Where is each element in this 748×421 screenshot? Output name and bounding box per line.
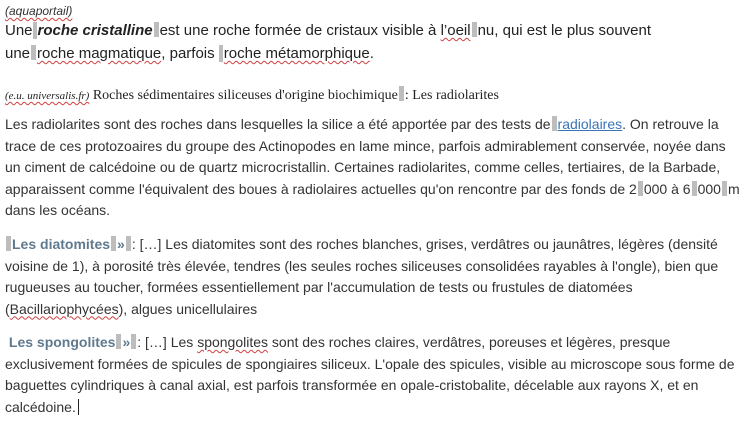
source-site: (e.u. universalis.fr)	[5, 90, 90, 102]
text: sont des roches claires, verdâtres, poreuses et légères, presque exclusivement formées de spicules de spongiaires siliceux. L'opale des spicules, visible au microscope sous forme de baguettes cylindriques à canal axial, est parfois transformée en opale-cristobalite, décelable aux rayons X, et en calcédoine.	[5, 334, 735, 415]
marker	[131, 334, 136, 349]
source-universalis	[5, 86, 743, 105]
text: , parfois	[161, 45, 215, 62]
marker	[111, 236, 116, 251]
marker	[552, 116, 557, 131]
text-cursor	[78, 399, 79, 415]
marker	[6, 236, 11, 251]
marker	[126, 236, 131, 251]
marker	[722, 181, 727, 196]
text: . On retrouve la trace de ces protozoaires du groupe des Actinopodes en lame mince, parfois admirablement conservée, noyée dans un ciment de calcédoine ou de quartz microcristallin. Certaines radiolarites, comme celles, tertiaires, de la Barbade, apparaissent comme l'équivalent des boues à radiolaires actuelles qu'on rencontre par des fonds de 2	[5, 116, 726, 197]
text: m dans les océans.	[5, 180, 740, 218]
term-spongolites: Les spongolites	[8, 334, 116, 350]
paragraph-diatomites	[5, 234, 743, 320]
marker	[638, 181, 643, 196]
marker	[692, 181, 697, 196]
marker	[154, 22, 159, 37]
term-roche-metamorphique: roche métamorphique	[219, 45, 370, 62]
section-subtitle: : Les radiolarites	[404, 88, 499, 103]
text: Les radiolarites sont des roches dans lesquelles la silice a été apportée par des tests de	[5, 116, 551, 132]
link-radiolaires[interactable]: radiolaires	[557, 116, 623, 132]
text: nu, qui est le plus souvent	[477, 22, 652, 39]
text: 000 à 6	[643, 180, 691, 197]
marker	[399, 86, 404, 101]
term-diatomites: Les diatomites	[12, 236, 111, 252]
term-roche-magmatique: roche magmatique	[37, 45, 162, 62]
section-title: Roches sédimentaires siliceuses d'origine biochimique	[92, 88, 398, 103]
paragraph-radiolarites	[5, 114, 743, 222]
paragraph-spongolites	[5, 332, 743, 418]
term-roche-cristalline: roche cristalline	[33, 22, 153, 39]
text: ), algues unicellulaires	[118, 300, 258, 317]
text: est une roche formée de cristaux visible à	[159, 22, 437, 39]
quote-mark: »	[122, 334, 131, 350]
marker	[116, 334, 121, 349]
source-aquaportail	[5, 4, 743, 18]
marker	[472, 22, 477, 37]
marker	[31, 45, 36, 60]
text: Une	[5, 22, 33, 39]
word-oeil: l’oeil	[440, 22, 471, 39]
word-spongolites: spongolites	[197, 334, 269, 350]
paragraph-roche-cristalline	[5, 19, 743, 65]
text: une	[5, 45, 31, 62]
text: : […] Les diatomites sont des roches blanches, grises, verdâtres ou jaunâtres, légères (densité voisine de 1), à porosité très élevée, tendres (les seules roches siliceuses consolidées rayables à l'ongle), bien que rugueuses au toucher, formées essentiellement par l'accumulation de tests ou frustules de diatomées (	[5, 236, 719, 317]
source-label: (aquaportail)	[5, 4, 73, 18]
quote-mark: »	[117, 236, 125, 252]
text: .	[369, 45, 374, 62]
word-bacillariophycees: Bacillariophycées	[9, 300, 119, 317]
text: : […] Les	[137, 334, 194, 350]
text: 000	[697, 180, 721, 197]
